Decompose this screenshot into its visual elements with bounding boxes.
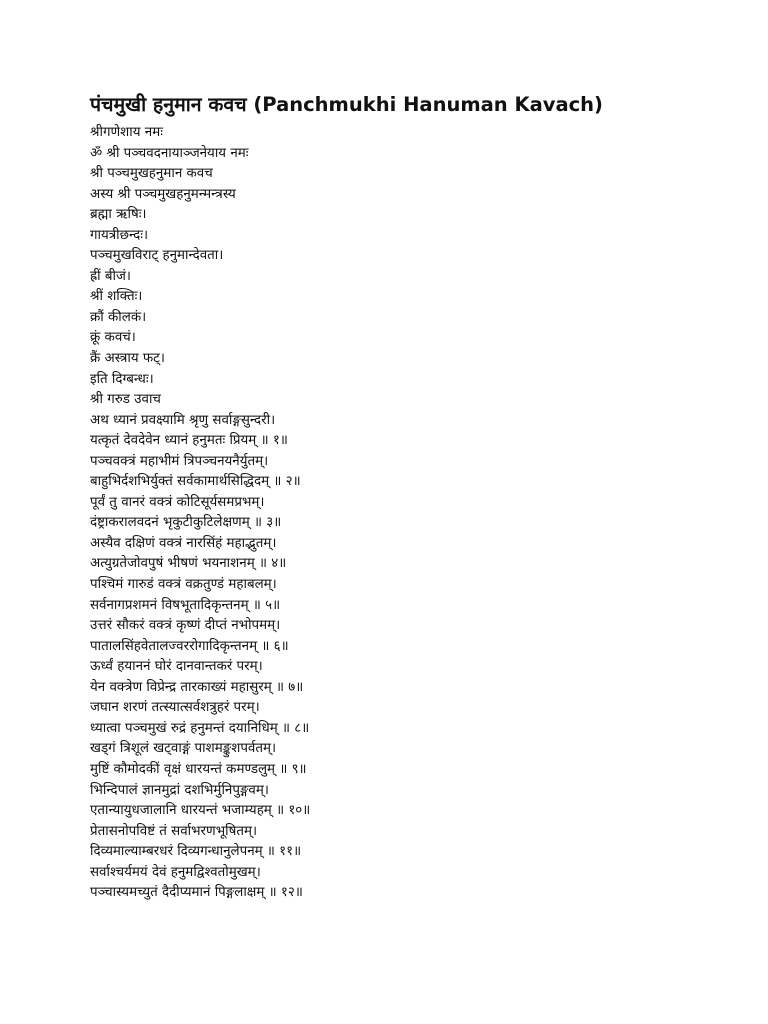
verse-line: ब्रह्मा ऋषिः। — [90, 207, 147, 223]
verse-line: पूर्वं तु वानरं वक्त्रं कोटिसूर्यसमप्रभम्। — [90, 494, 265, 510]
verse-line: भिन्दिपालं ज्ञानमुद्रां दशभिर्मुनिपुङ्गवम्। — [90, 782, 269, 798]
verse-line: पातालसिंहवेतालज्वररोगादिकृन्तनम् ॥ ६॥ — [90, 638, 289, 654]
verse-line: खड्गं त्रिशूलं खट्वाङ्गं पाशमङ्कुशपर्वतम्। — [90, 741, 277, 757]
verse-line: प्रेतासनोपविष्टं तं सर्वाभरणभूषितम्। — [90, 823, 258, 839]
document-page — [90, 92, 730, 904]
verse-line: श्रीगणेशाय नमः — [90, 125, 163, 140]
verse-line: क्रैं अस्त्राय फट्। — [90, 351, 166, 367]
verse-line: पञ्चास्यमच्युतं दैदीप्यमानं पिङ्गलाक्षम् ॥ १२॥ — [90, 885, 303, 901]
verse-line: यत्कृतं देवदेवेन ध्यानं हनुमतः प्रियम् ॥ १॥ — [90, 433, 288, 449]
verse-line: ऊर्ध्वं हयाननं घोरं दानवान्तकरं परम्। — [90, 659, 263, 675]
verse-line: गायत्रीछन्दः। — [90, 227, 149, 243]
verse-line: दिव्यमाल्याम्बरधरं दिव्यगन्धानुलेपनम् ॥ ११॥ — [90, 844, 302, 860]
verse-line: मुष्टिं कौमोदकीं वृक्षं धारयन्तं कमण्डलुम् ॥ ९॥ — [90, 761, 307, 777]
verse-line: सर्वाश्चर्यमयं देवं हनुमद्विश्वतोमुखम्। — [90, 864, 261, 880]
verse-line: क्रूं कवचं। — [90, 330, 136, 346]
verse-line: उत्तरं सौकरं वक्त्रं कृष्णं दीप्तं नभोपमम्। — [90, 618, 281, 634]
verse-line: एतान्यायुधजालानि धारयन्तं भजाम्यहम् ॥ १०॥ — [90, 803, 311, 819]
verse-line: येन वक्त्रेण विप्रेन्द्र तारकाख्यं महासुरम् ॥ ७॥ — [90, 679, 304, 695]
verse-line: सर्वनागप्रशमनं विषभूतादिकृन्तनम् ॥ ५॥ — [90, 597, 281, 613]
verse-line: श्री गरुड उवाच — [90, 392, 161, 408]
verse-line: पश्चिमं गारुडं वक्त्रं वक्रतुण्डं महाबलम्। — [90, 577, 277, 593]
verse-lines — [90, 123, 730, 904]
verse-line: ॐ श्री पञ्चवदनायाञ्जनेयाय नमः — [90, 145, 249, 161]
verse-line: जघान शरणं तत्स्यात्सर्वशत्रुहरं परम्। — [90, 700, 260, 716]
document-title: पंचमुखी हनुमान कवच (Panchmukhi Hanuman Kavach) — [90, 93, 603, 116]
verse-line: बाहुभिर्दशभिर्युक्तं सर्वकामार्थसिद्धिदम् ॥ २॥ — [90, 474, 301, 490]
verse-line: अस्य श्री पञ्चमुखहनुमन्मन्त्रस्य — [90, 186, 236, 202]
verse-line: अत्युग्रतेजोवपुषं भीषणं भयनाशनम् ॥ ४॥ — [90, 556, 287, 572]
verse-line: ह्रीं बीजं। — [90, 268, 131, 284]
verse-line: क्रौं कीलकं। — [90, 309, 147, 325]
verse-line: अथ ध्यानं प्रवक्ष्यामि श्रृणु सर्वाङ्गसुन्दरी। — [90, 412, 276, 428]
verse-line: दंष्ट्राकरालवदनं भृकुटीकुटिलेक्षणम् ॥ ३॥ — [90, 515, 282, 531]
verse-line: अस्यैव दक्षिणं वक्त्रं नारसिंहं महाद्भुतम्। — [90, 535, 277, 551]
verse-line: पञ्चवक्त्रं महाभीमं त्रिपञ्चनयनैर्युतम्। — [90, 453, 269, 469]
verse-line: पञ्चमुखविराट् हनुमान्देवता। — [90, 248, 224, 264]
verse-line: ध्यात्वा पञ्चमुखं रुद्रं हनुमन्तं दयानिधिम् ॥ ८॥ — [90, 720, 310, 736]
verse-line: इति दिग्बन्धः। — [90, 371, 154, 387]
verse-line: श्री पञ्चमुखहनुमान कवच — [90, 166, 213, 182]
verse-line: श्रीं शक्तिः। — [90, 289, 143, 305]
